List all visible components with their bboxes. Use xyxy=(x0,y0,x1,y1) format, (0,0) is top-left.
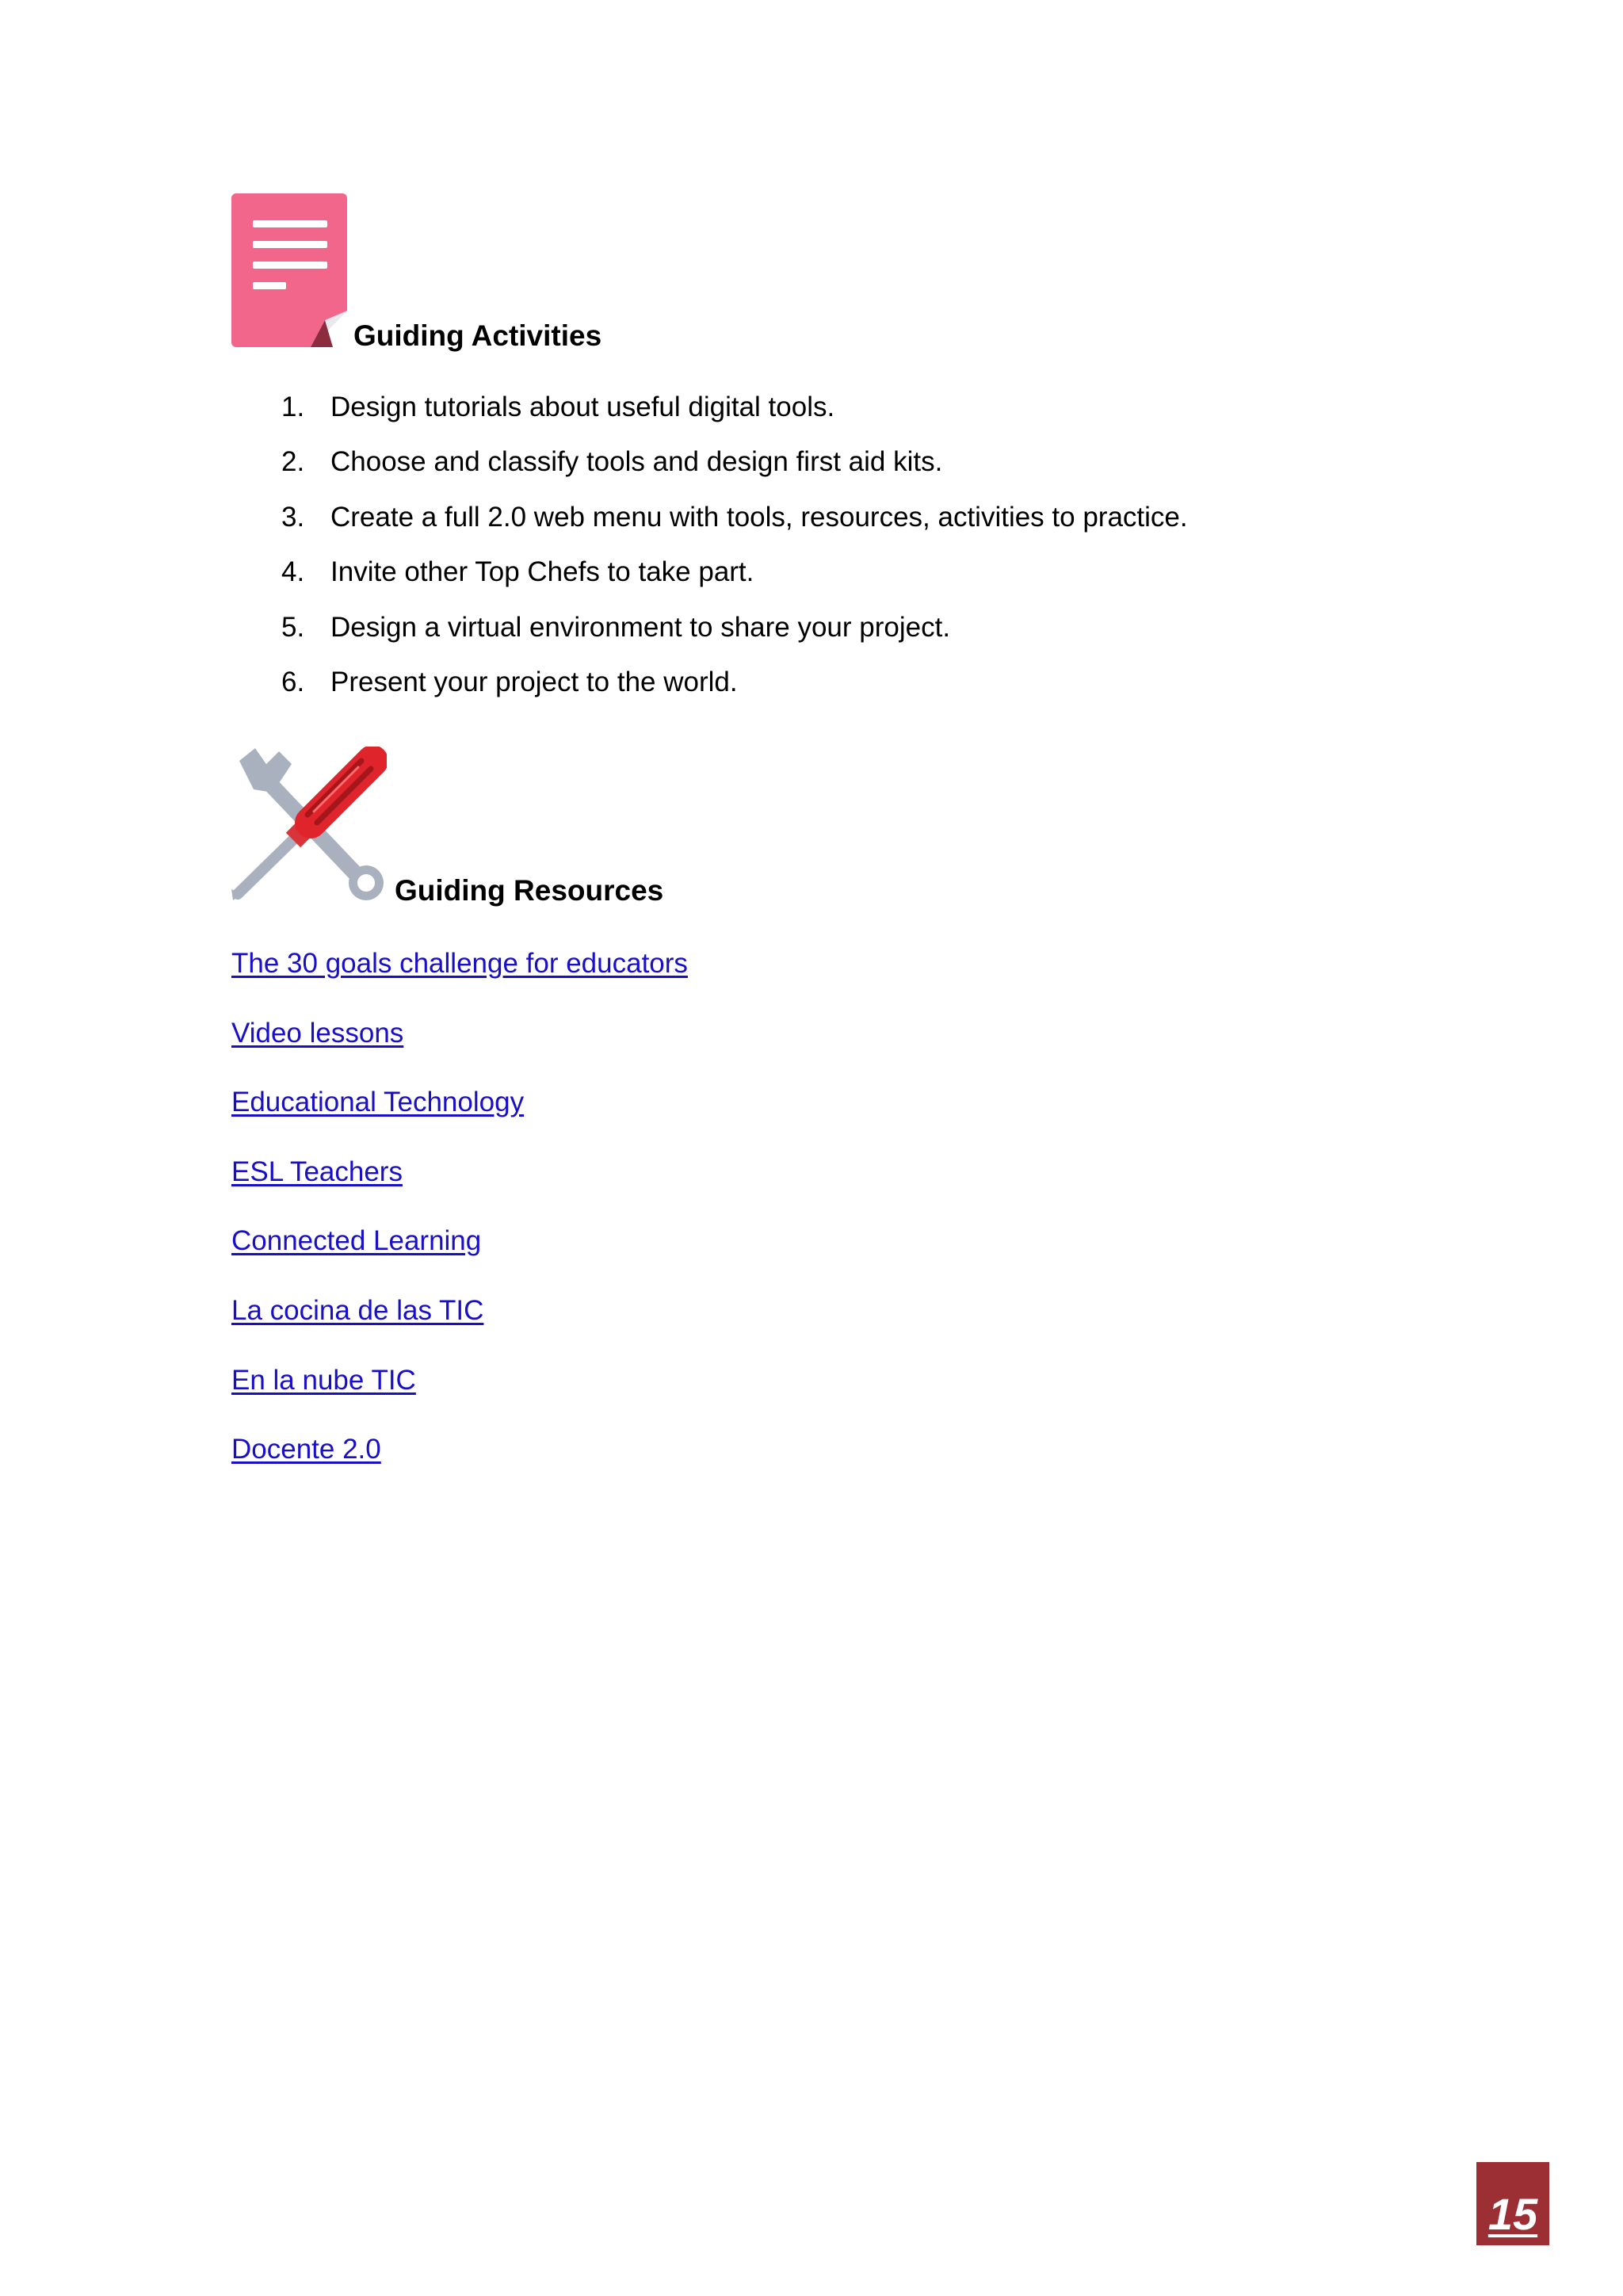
resource-link-connected-learning[interactable]: Connected Learning xyxy=(231,1225,482,1257)
resource-link-video-lessons[interactable]: Video lessons xyxy=(231,1017,404,1049)
resource-item xyxy=(231,1155,688,1224)
activity-text: Present your project to the world. xyxy=(330,666,738,697)
resource-link-en-la-nube-tic[interactable]: En la nube TIC xyxy=(231,1364,416,1396)
resource-link-30-goals-challenge[interactable]: The 30 goals challenge for educators xyxy=(231,948,688,979)
activity-item xyxy=(0,665,1623,720)
resource-link-docente-2-0[interactable]: Docente 2.0 xyxy=(231,1434,381,1465)
guiding-resources-list xyxy=(231,946,688,1502)
activity-text: Create a full 2.0 web menu with tools, resources, activities to practice. xyxy=(330,501,1188,533)
activity-number: 6. xyxy=(281,666,305,697)
activity-number: 1. xyxy=(281,392,305,422)
guiding-activities-heading: Guiding Activities xyxy=(353,319,602,352)
activity-item xyxy=(0,610,1623,665)
guiding-activities-list xyxy=(0,390,1623,720)
document-icon xyxy=(231,193,347,347)
page-number: 15 xyxy=(1487,2189,1538,2239)
activity-item xyxy=(0,445,1623,499)
activity-text: Choose and classify tools and design first aid kits. xyxy=(330,446,943,478)
resource-item xyxy=(231,1085,688,1155)
activity-text: Invite other Top Chefs to take part. xyxy=(330,556,754,588)
resource-item xyxy=(231,946,688,1016)
resource-item xyxy=(231,1224,688,1293)
activity-text: Design tutorials about useful digital tools. xyxy=(330,392,835,422)
resource-item xyxy=(231,1432,688,1502)
activity-item xyxy=(0,390,1623,445)
resource-item xyxy=(231,1016,688,1086)
resource-link-esl-teachers[interactable]: ESL Teachers xyxy=(231,1156,403,1187)
resource-link-la-cocina-de-las-tic[interactable]: La cocina de las TIC xyxy=(231,1294,484,1326)
activity-item xyxy=(0,500,1623,555)
resource-link-educational-technology[interactable]: Educational Technology xyxy=(231,1087,525,1118)
wrench-screwdriver-icon xyxy=(231,747,387,902)
activity-number: 2. xyxy=(281,446,305,478)
activity-number: 5. xyxy=(281,611,305,643)
activity-text: Design a virtual environment to share your project. xyxy=(330,611,951,643)
activity-item xyxy=(0,555,1623,609)
guiding-resources-heading: Guiding Resources xyxy=(395,874,664,907)
activity-number: 4. xyxy=(281,556,305,588)
resource-item xyxy=(231,1363,688,1433)
resource-item xyxy=(231,1293,688,1363)
activity-number: 3. xyxy=(281,501,305,533)
